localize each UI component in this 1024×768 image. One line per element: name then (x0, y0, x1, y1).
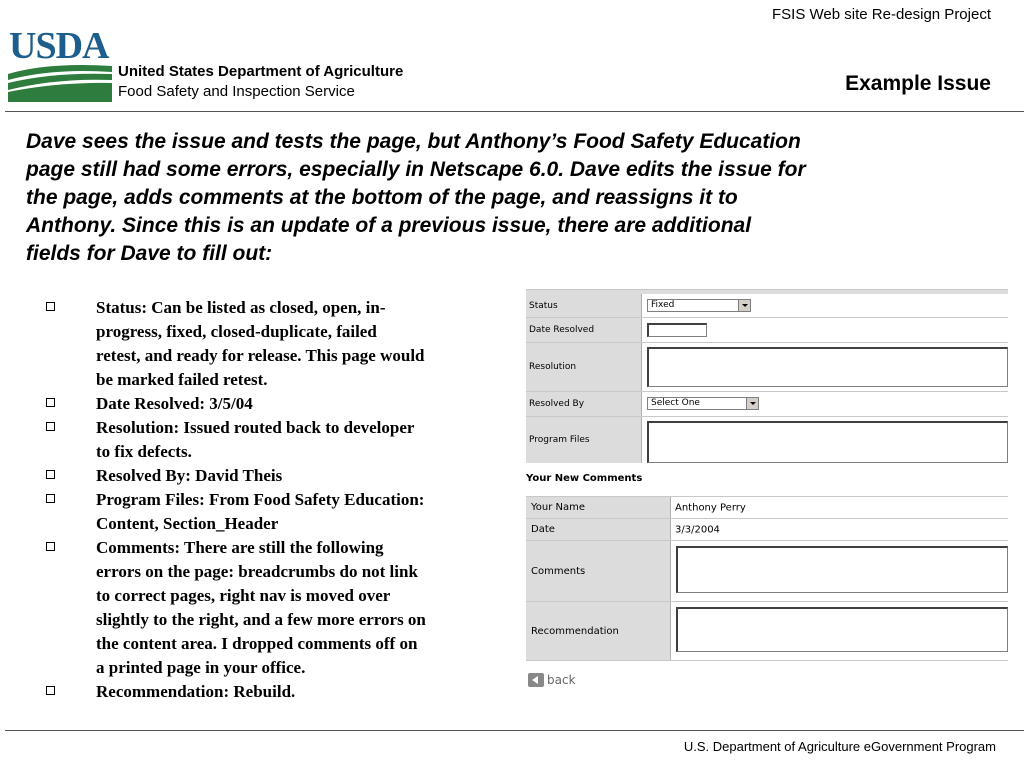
checkbox-bullet-icon (46, 398, 55, 407)
checkbox-bullet-icon (46, 302, 55, 311)
status-select[interactable] (647, 299, 751, 312)
intro-line: the page, adds comments at the bottom of the page, and reassigns it to (26, 186, 738, 209)
intro-line: page still had some errors, especially in Netscape 6.0. Dave edits the issue for (26, 158, 806, 181)
recommendation-label: Recommendation (526, 602, 671, 660)
bullet-line: Recommendation: Rebuild. (96, 682, 296, 701)
field-bullet-list (40, 296, 515, 704)
org-subtitle: Food Safety and Inspection Service (118, 83, 355, 100)
footer-divider (5, 730, 1024, 731)
resolution-row (526, 343, 1008, 392)
status-label: Status (526, 294, 642, 317)
checkbox-bullet-icon (46, 542, 55, 551)
bullet-line: Resolution: Issued routed back to developer (96, 418, 415, 437)
intro-line: Anthony. Since this is an update of a previous issue, there are additional (26, 214, 752, 237)
footer-text: U.S. Department of Agriculture eGovernment Program (683, 739, 996, 754)
bullet-status (40, 296, 515, 392)
resolution-textarea[interactable] (647, 347, 1008, 387)
chevron-down-icon[interactable] (738, 300, 750, 311)
comments-row (526, 541, 1008, 602)
comments-textarea[interactable] (676, 546, 1008, 593)
issue-form-screenshot (526, 289, 1008, 463)
date-resolved-row (526, 318, 1008, 343)
usda-logo (8, 25, 112, 102)
back-label[interactable]: back (547, 673, 576, 687)
comments-form-screenshot (526, 496, 1008, 661)
bullet-line: errors on the page: breadcrumbs do not link (96, 562, 418, 581)
chevron-down-icon[interactable] (746, 398, 758, 409)
program-files-row (526, 417, 1008, 463)
bullet-line: Content, Section_Header (96, 514, 279, 533)
date-resolved-label: Date Resolved (526, 318, 642, 342)
date-label: Date (526, 519, 671, 540)
comments-label: Comments (526, 541, 671, 601)
bullet-line: be marked failed retest. (96, 370, 268, 389)
bullet-date-resolved (40, 392, 515, 416)
recommendation-row (526, 602, 1008, 661)
your-name-value: Anthony Perry (675, 502, 746, 513)
org-name: United States Department of Agriculture (118, 63, 404, 80)
usda-logo-text: USDA (9, 25, 109, 67)
bullet-recommendation (40, 680, 515, 704)
bullet-line: Resolved By: David Theis (96, 466, 283, 485)
back-button[interactable] (528, 673, 576, 687)
bullet-resolved-by (40, 464, 515, 488)
resolved-by-select[interactable] (647, 397, 759, 410)
date-row (526, 519, 1008, 541)
project-title: FSIS Web site Re-design Project (772, 6, 991, 23)
intro-line: fields for Dave to fill out: (26, 242, 273, 265)
bullet-line: progress, fixed, closed-duplicate, failed (96, 322, 377, 341)
bullet-comments (40, 536, 515, 680)
back-arrow-icon[interactable] (528, 673, 544, 687)
bullet-line: Date Resolved: 3/5/04 (96, 394, 253, 413)
bullet-line: Program Files: From Food Safety Education: (96, 490, 425, 509)
resolved-by-label: Resolved By (526, 392, 642, 416)
your-name-row (526, 497, 1008, 519)
slide-title: Example Issue (845, 72, 991, 95)
bullet-line: to correct pages, right nav is moved over (96, 586, 391, 605)
program-files-textarea[interactable] (647, 421, 1008, 463)
checkbox-bullet-icon (46, 494, 55, 503)
status-row (526, 294, 1008, 318)
bullet-line: Comments: There are still the following (96, 538, 384, 557)
your-name-label: Your Name (526, 497, 671, 518)
checkbox-bullet-icon (46, 470, 55, 479)
bullet-resolution (40, 416, 515, 464)
bullet-line: a printed page in your office. (96, 658, 306, 677)
recommendation-textarea[interactable] (676, 607, 1008, 652)
bullet-program-files (40, 488, 515, 536)
bullet-line: to fix defects. (96, 442, 192, 461)
program-files-label: Program Files (526, 417, 642, 463)
status-select-value: Fixed (651, 300, 675, 310)
date-resolved-input[interactable] (647, 323, 707, 337)
bullet-line: the content area. I dropped comments off on (96, 634, 418, 653)
resolved-by-select-value: Select One (651, 398, 700, 408)
bullet-line: retest, and ready for release. This page would (96, 346, 425, 365)
date-value: 3/3/2004 (675, 524, 720, 535)
checkbox-bullet-icon (46, 422, 55, 431)
bullet-line: Status: Can be listed as closed, open, in- (96, 298, 386, 317)
resolution-label: Resolution (526, 343, 642, 391)
checkbox-bullet-icon (46, 686, 55, 695)
new-comments-heading: Your New Comments (526, 473, 643, 484)
intro-paragraph (26, 128, 996, 268)
intro-line: Dave sees the issue and tests the page, but Anthony’s Food Safety Education (26, 130, 801, 153)
header-divider (5, 111, 1024, 112)
resolved-by-row (526, 392, 1008, 417)
bullet-line: slightly to the right, and a few more errors on (96, 610, 426, 629)
